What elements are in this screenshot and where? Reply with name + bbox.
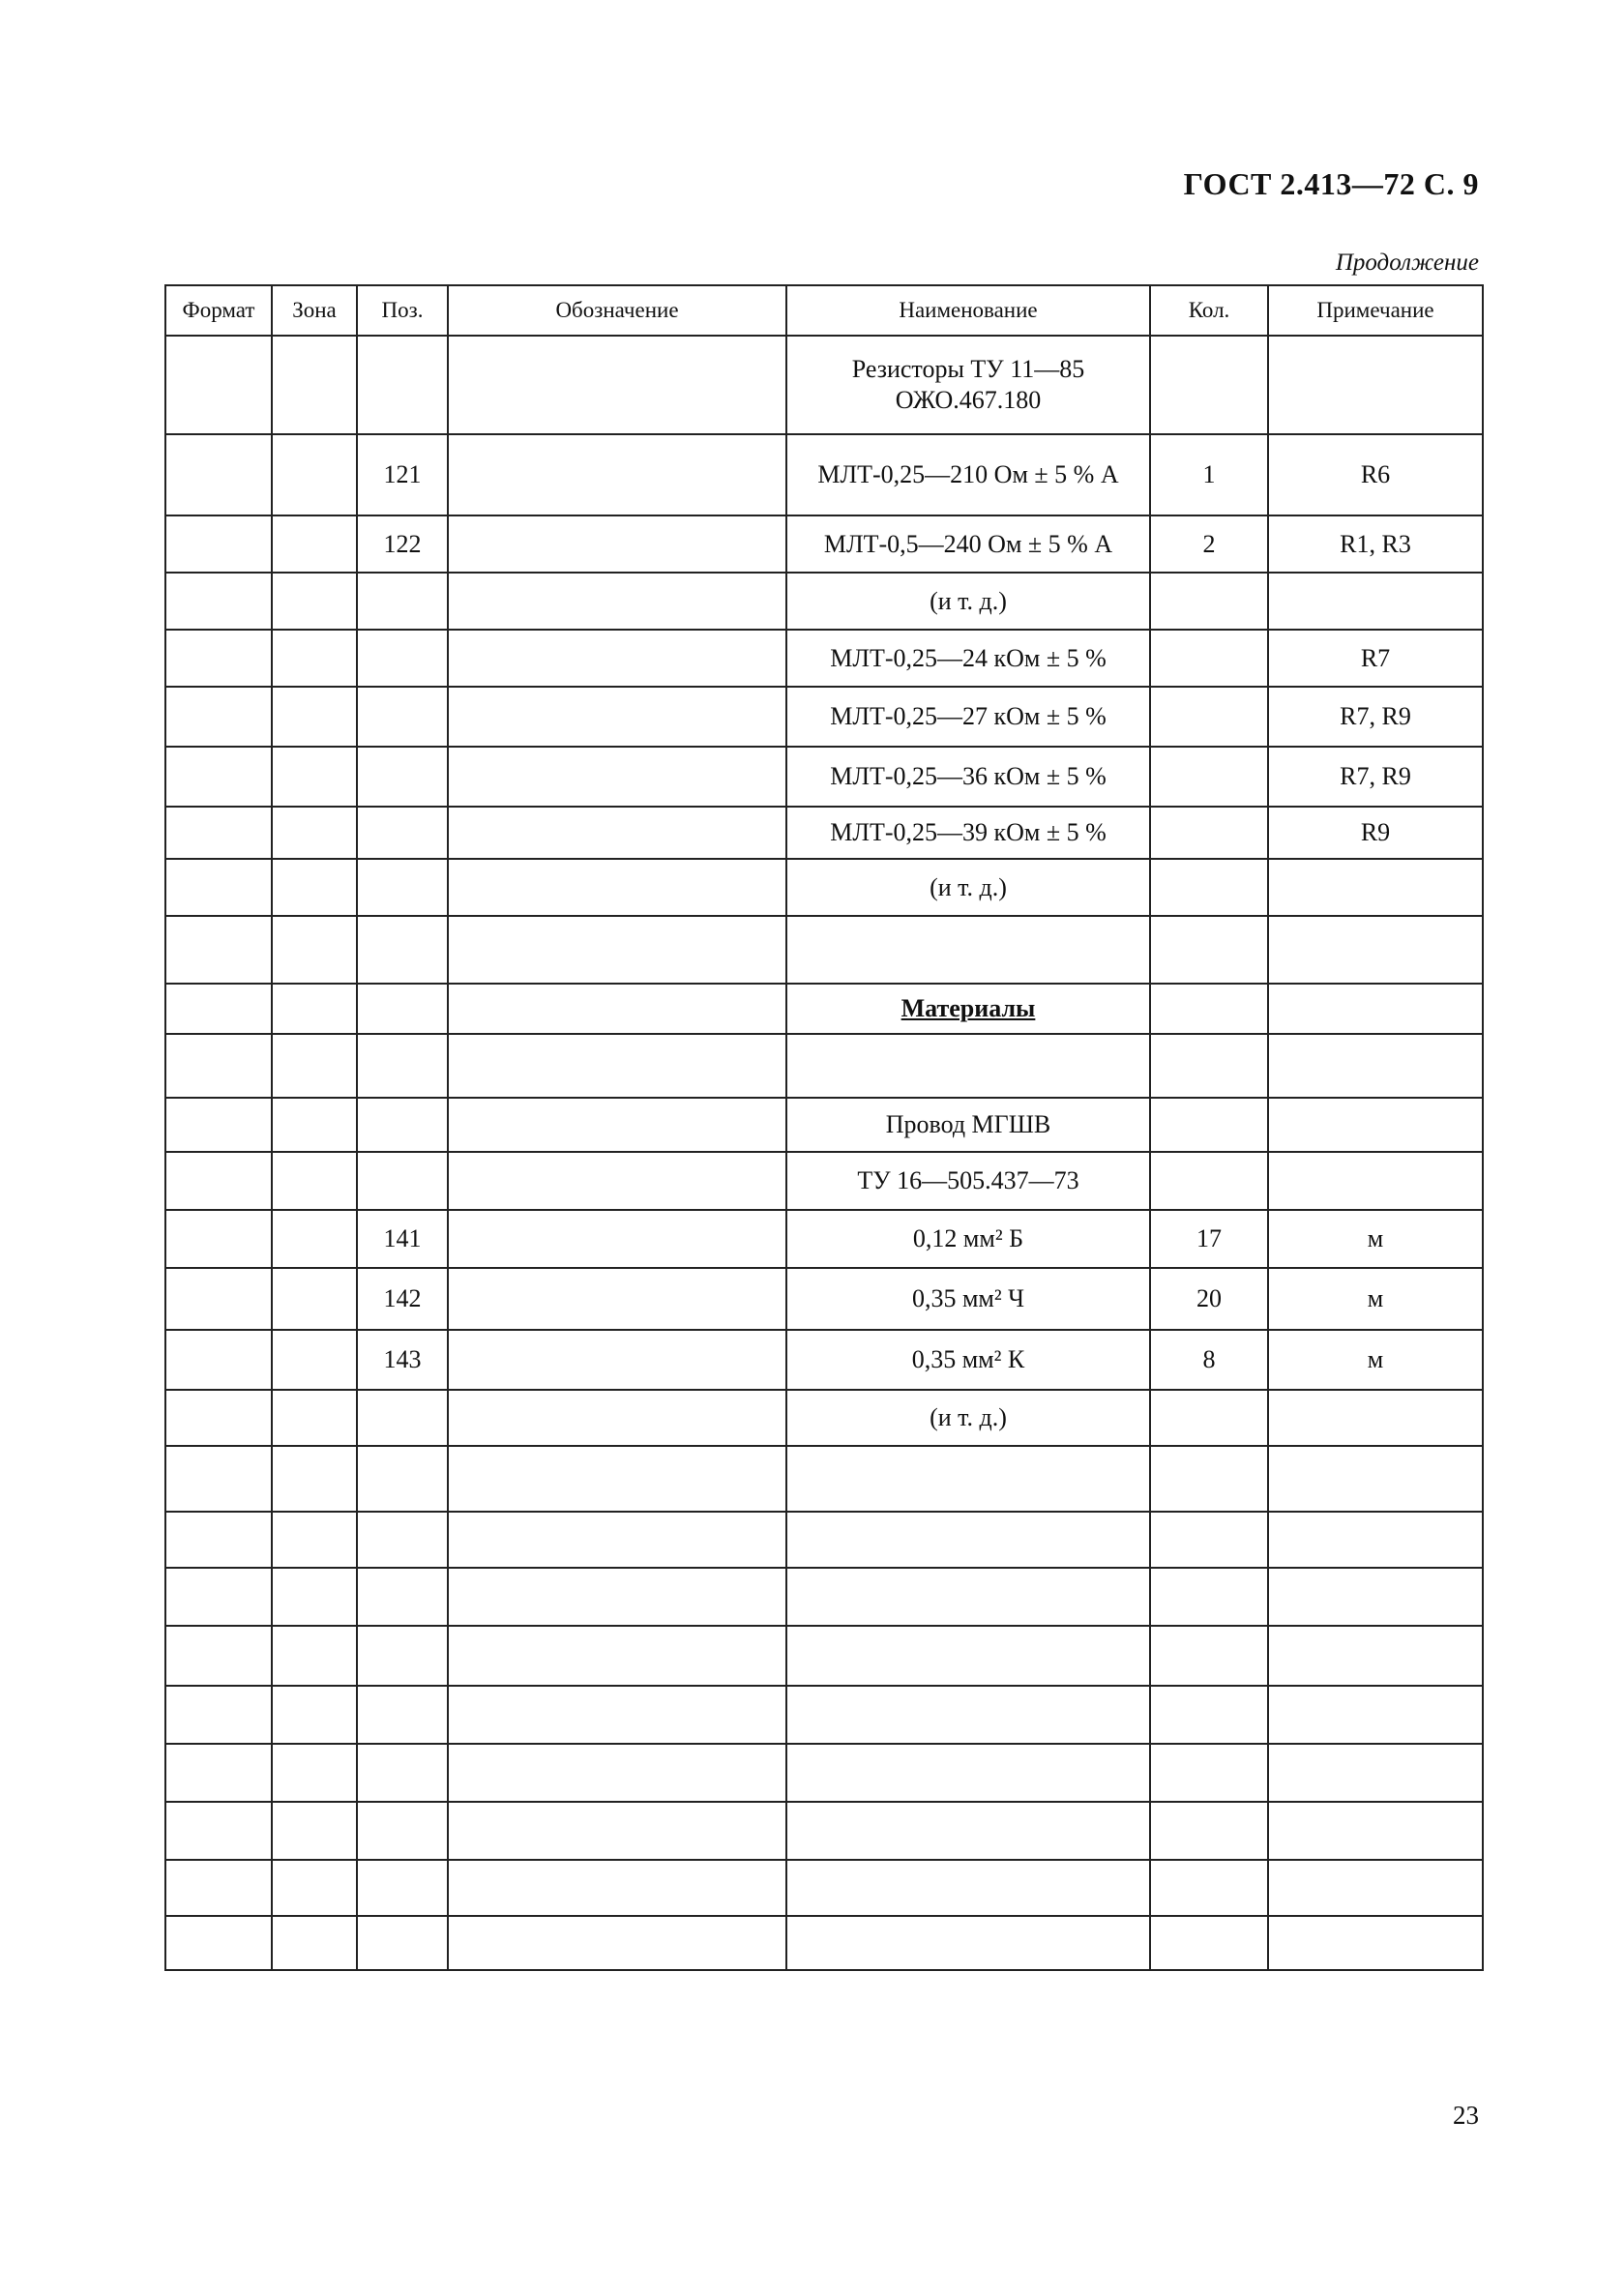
continuation-label: Продолжение	[1335, 250, 1479, 276]
cell-zone	[272, 807, 357, 859]
cell-position	[357, 1744, 448, 1802]
cell-designation	[448, 1390, 786, 1446]
cell-note	[1268, 1152, 1483, 1210]
cell-designation	[448, 916, 786, 984]
cell-position: 141	[357, 1210, 448, 1268]
cell-quantity: 8	[1150, 1330, 1268, 1390]
cell-note: м	[1268, 1268, 1483, 1330]
cell-zone	[272, 859, 357, 916]
table-row	[165, 630, 1483, 687]
cell-name: МЛТ-0,25—210 Ом ± 5 % А	[786, 434, 1150, 515]
table-row	[165, 916, 1483, 984]
cell-note	[1268, 1802, 1483, 1860]
cell-zone	[272, 1446, 357, 1512]
cell-designation	[448, 687, 786, 747]
cell-position	[357, 1626, 448, 1686]
cell-designation	[448, 515, 786, 573]
cell-quantity	[1150, 1744, 1268, 1802]
cell-note	[1268, 336, 1483, 434]
cell-zone	[272, 1098, 357, 1152]
cell-format	[165, 687, 272, 747]
cell-quantity	[1150, 1512, 1268, 1568]
section-heading: Материалы	[901, 994, 1036, 1022]
cell-designation	[448, 1446, 786, 1512]
cell-position	[357, 573, 448, 630]
cell-quantity	[1150, 984, 1268, 1034]
cell-format	[165, 984, 272, 1034]
cell-format	[165, 1330, 272, 1390]
cell-name	[786, 1802, 1150, 1860]
cell-format	[165, 1098, 272, 1152]
cell-position	[357, 1802, 448, 1860]
cell-quantity	[1150, 747, 1268, 807]
cell-note: R7, R9	[1268, 687, 1483, 747]
cell-name	[786, 1686, 1150, 1744]
cell-zone	[272, 1330, 357, 1390]
specification-table	[164, 284, 1484, 1971]
cell-designation	[448, 807, 786, 859]
table-row	[165, 1626, 1483, 1686]
cell-name: МЛТ-0,25—39 кОм ± 5 %	[786, 807, 1150, 859]
cell-name	[786, 984, 1150, 1034]
table-row	[165, 1152, 1483, 1210]
cell-format	[165, 747, 272, 807]
cell-name	[786, 1512, 1150, 1568]
cell-zone	[272, 1626, 357, 1686]
column-header-name: Наименование	[786, 285, 1150, 336]
table-row	[165, 434, 1483, 515]
cell-position	[357, 630, 448, 687]
cell-name: МЛТ-0,25—36 кОм ± 5 %	[786, 747, 1150, 807]
cell-position	[357, 1568, 448, 1626]
cell-note: м	[1268, 1210, 1483, 1268]
table-row	[165, 1568, 1483, 1626]
cell-zone	[272, 1802, 357, 1860]
cell-designation	[448, 1802, 786, 1860]
cell-note: м	[1268, 1330, 1483, 1390]
cell-position	[357, 1034, 448, 1098]
cell-quantity	[1150, 630, 1268, 687]
cell-note	[1268, 1916, 1483, 1970]
cell-designation	[448, 630, 786, 687]
table-row	[165, 1916, 1483, 1970]
cell-designation	[448, 747, 786, 807]
cell-format	[165, 434, 272, 515]
cell-format	[165, 1686, 272, 1744]
cell-zone	[272, 984, 357, 1034]
cell-designation	[448, 1626, 786, 1686]
cell-position	[357, 984, 448, 1034]
cell-zone	[272, 1568, 357, 1626]
table-row	[165, 984, 1483, 1034]
cell-zone	[272, 1210, 357, 1268]
cell-position	[357, 1916, 448, 1970]
cell-format	[165, 807, 272, 859]
cell-name: МЛТ-0,25—27 кОм ± 5 %	[786, 687, 1150, 747]
cell-position	[357, 1390, 448, 1446]
cell-position	[357, 1152, 448, 1210]
cell-quantity	[1150, 573, 1268, 630]
cell-note	[1268, 573, 1483, 630]
cell-name	[786, 916, 1150, 984]
cell-designation	[448, 1512, 786, 1568]
table-row	[165, 1330, 1483, 1390]
cell-designation	[448, 573, 786, 630]
cell-note	[1268, 916, 1483, 984]
cell-format	[165, 1446, 272, 1512]
column-header-designation: Обозначение	[448, 285, 786, 336]
cell-designation	[448, 1330, 786, 1390]
cell-designation	[448, 336, 786, 434]
column-header-quantity: Кол.	[1150, 285, 1268, 336]
cell-position: 121	[357, 434, 448, 515]
cell-format	[165, 1034, 272, 1098]
cell-position	[357, 747, 448, 807]
cell-zone	[272, 1686, 357, 1744]
table-row	[165, 336, 1483, 434]
cell-note	[1268, 1034, 1483, 1098]
cell-name	[786, 1446, 1150, 1512]
cell-format	[165, 573, 272, 630]
cell-name: ТУ 16—505.437—73	[786, 1152, 1150, 1210]
column-header-zone: Зона	[272, 285, 357, 336]
page-number: 23	[1453, 2101, 1479, 2130]
cell-designation	[448, 1744, 786, 1802]
cell-position	[357, 1446, 448, 1512]
cell-position: 143	[357, 1330, 448, 1390]
cell-designation	[448, 1268, 786, 1330]
cell-quantity	[1150, 1098, 1268, 1152]
cell-name: (и т. д.)	[786, 859, 1150, 916]
cell-format	[165, 1390, 272, 1446]
cell-designation	[448, 859, 786, 916]
cell-quantity: 2	[1150, 515, 1268, 573]
cell-note: R9	[1268, 807, 1483, 859]
table-row	[165, 807, 1483, 859]
cell-name	[786, 1568, 1150, 1626]
cell-format	[165, 1568, 272, 1626]
cell-note: R6	[1268, 434, 1483, 515]
cell-designation	[448, 1916, 786, 1970]
cell-quantity	[1150, 336, 1268, 434]
cell-note	[1268, 1098, 1483, 1152]
cell-name	[786, 1860, 1150, 1916]
cell-note	[1268, 1446, 1483, 1512]
cell-zone	[272, 1860, 357, 1916]
table-body	[165, 336, 1483, 1970]
cell-format	[165, 1626, 272, 1686]
cell-position	[357, 1098, 448, 1152]
cell-format	[165, 916, 272, 984]
cell-zone	[272, 630, 357, 687]
cell-position	[357, 859, 448, 916]
cell-quantity	[1150, 1152, 1268, 1210]
cell-position	[357, 1686, 448, 1744]
cell-quantity	[1150, 687, 1268, 747]
cell-zone	[272, 1390, 357, 1446]
cell-note	[1268, 1390, 1483, 1446]
table-row	[165, 859, 1483, 916]
table-row	[165, 1034, 1483, 1098]
cell-quantity	[1150, 1860, 1268, 1916]
cell-designation	[448, 1860, 786, 1916]
cell-note	[1268, 984, 1483, 1034]
cell-name: (и т. д.)	[786, 1390, 1150, 1446]
cell-quantity	[1150, 1626, 1268, 1686]
cell-format	[165, 630, 272, 687]
cell-zone	[272, 747, 357, 807]
column-header-note: Примечание	[1268, 285, 1483, 336]
cell-format	[165, 336, 272, 434]
table-row	[165, 1860, 1483, 1916]
cell-designation	[448, 1098, 786, 1152]
cell-format	[165, 1744, 272, 1802]
cell-zone	[272, 687, 357, 747]
cell-quantity: 1	[1150, 434, 1268, 515]
cell-note	[1268, 1860, 1483, 1916]
cell-quantity: 20	[1150, 1268, 1268, 1330]
cell-note	[1268, 1686, 1483, 1744]
cell-position	[357, 1512, 448, 1568]
cell-note	[1268, 859, 1483, 916]
cell-name	[786, 1916, 1150, 1970]
cell-position	[357, 916, 448, 984]
cell-format	[165, 1860, 272, 1916]
cell-note: R1, R3	[1268, 515, 1483, 573]
cell-designation	[448, 1034, 786, 1098]
table-row	[165, 1512, 1483, 1568]
cell-quantity	[1150, 807, 1268, 859]
cell-quantity	[1150, 1916, 1268, 1970]
cell-zone	[272, 916, 357, 984]
cell-zone	[272, 336, 357, 434]
cell-note	[1268, 1626, 1483, 1686]
cell-designation	[448, 1568, 786, 1626]
table-row	[165, 1210, 1483, 1268]
table-row	[165, 573, 1483, 630]
cell-zone	[272, 1916, 357, 1970]
cell-quantity	[1150, 859, 1268, 916]
cell-format	[165, 859, 272, 916]
cell-name: (и т. д.)	[786, 573, 1150, 630]
cell-name: Резисторы ТУ 11—85 ОЖО.467.180	[786, 336, 1150, 434]
cell-format	[165, 515, 272, 573]
cell-quantity	[1150, 1686, 1268, 1744]
cell-designation	[448, 434, 786, 515]
cell-name: 0,35 мм² К	[786, 1330, 1150, 1390]
cell-position	[357, 687, 448, 747]
cell-note: R7, R9	[1268, 747, 1483, 807]
column-header-position: Поз.	[357, 285, 448, 336]
cell-quantity: 17	[1150, 1210, 1268, 1268]
cell-zone	[272, 1512, 357, 1568]
table-row	[165, 1802, 1483, 1860]
table-row	[165, 515, 1483, 573]
table-row	[165, 687, 1483, 747]
cell-name	[786, 1744, 1150, 1802]
cell-note	[1268, 1568, 1483, 1626]
cell-note: R7	[1268, 630, 1483, 687]
cell-name: МЛТ-0,5—240 Ом ± 5 % А	[786, 515, 1150, 573]
cell-name: Провод МГШВ	[786, 1098, 1150, 1152]
cell-zone	[272, 515, 357, 573]
column-header-format: Формат	[165, 285, 272, 336]
cell-name: МЛТ-0,25—24 кОм ± 5 %	[786, 630, 1150, 687]
table-row	[165, 1098, 1483, 1152]
cell-position	[357, 807, 448, 859]
cell-format	[165, 1916, 272, 1970]
cell-zone	[272, 1034, 357, 1098]
table-header-row	[165, 285, 1483, 336]
cell-position: 122	[357, 515, 448, 573]
cell-format	[165, 1512, 272, 1568]
cell-format	[165, 1152, 272, 1210]
cell-zone	[272, 1268, 357, 1330]
cell-name	[786, 1034, 1150, 1098]
cell-zone	[272, 434, 357, 515]
cell-quantity	[1150, 916, 1268, 984]
cell-name	[786, 1626, 1150, 1686]
cell-quantity	[1150, 1446, 1268, 1512]
cell-designation	[448, 1152, 786, 1210]
table-row	[165, 1744, 1483, 1802]
cell-quantity	[1150, 1802, 1268, 1860]
cell-designation	[448, 1210, 786, 1268]
cell-position	[357, 336, 448, 434]
cell-quantity	[1150, 1034, 1268, 1098]
cell-name: 0,12 мм² Б	[786, 1210, 1150, 1268]
cell-designation	[448, 1686, 786, 1744]
cell-zone	[272, 1744, 357, 1802]
cell-position: 142	[357, 1268, 448, 1330]
cell-position	[357, 1860, 448, 1916]
table-row	[165, 1268, 1483, 1330]
cell-name: 0,35 мм² Ч	[786, 1268, 1150, 1330]
cell-format	[165, 1802, 272, 1860]
table-row	[165, 1686, 1483, 1744]
cell-quantity	[1150, 1568, 1268, 1626]
table-row	[165, 1446, 1483, 1512]
cell-format	[165, 1268, 272, 1330]
cell-designation	[448, 984, 786, 1034]
table-row	[165, 747, 1483, 807]
table-row	[165, 1390, 1483, 1446]
cell-quantity	[1150, 1390, 1268, 1446]
cell-note	[1268, 1744, 1483, 1802]
cell-zone	[272, 573, 357, 630]
cell-zone	[272, 1152, 357, 1210]
cell-format	[165, 1210, 272, 1268]
cell-note	[1268, 1512, 1483, 1568]
page-header: ГОСТ 2.413—72 С. 9	[1183, 166, 1479, 201]
